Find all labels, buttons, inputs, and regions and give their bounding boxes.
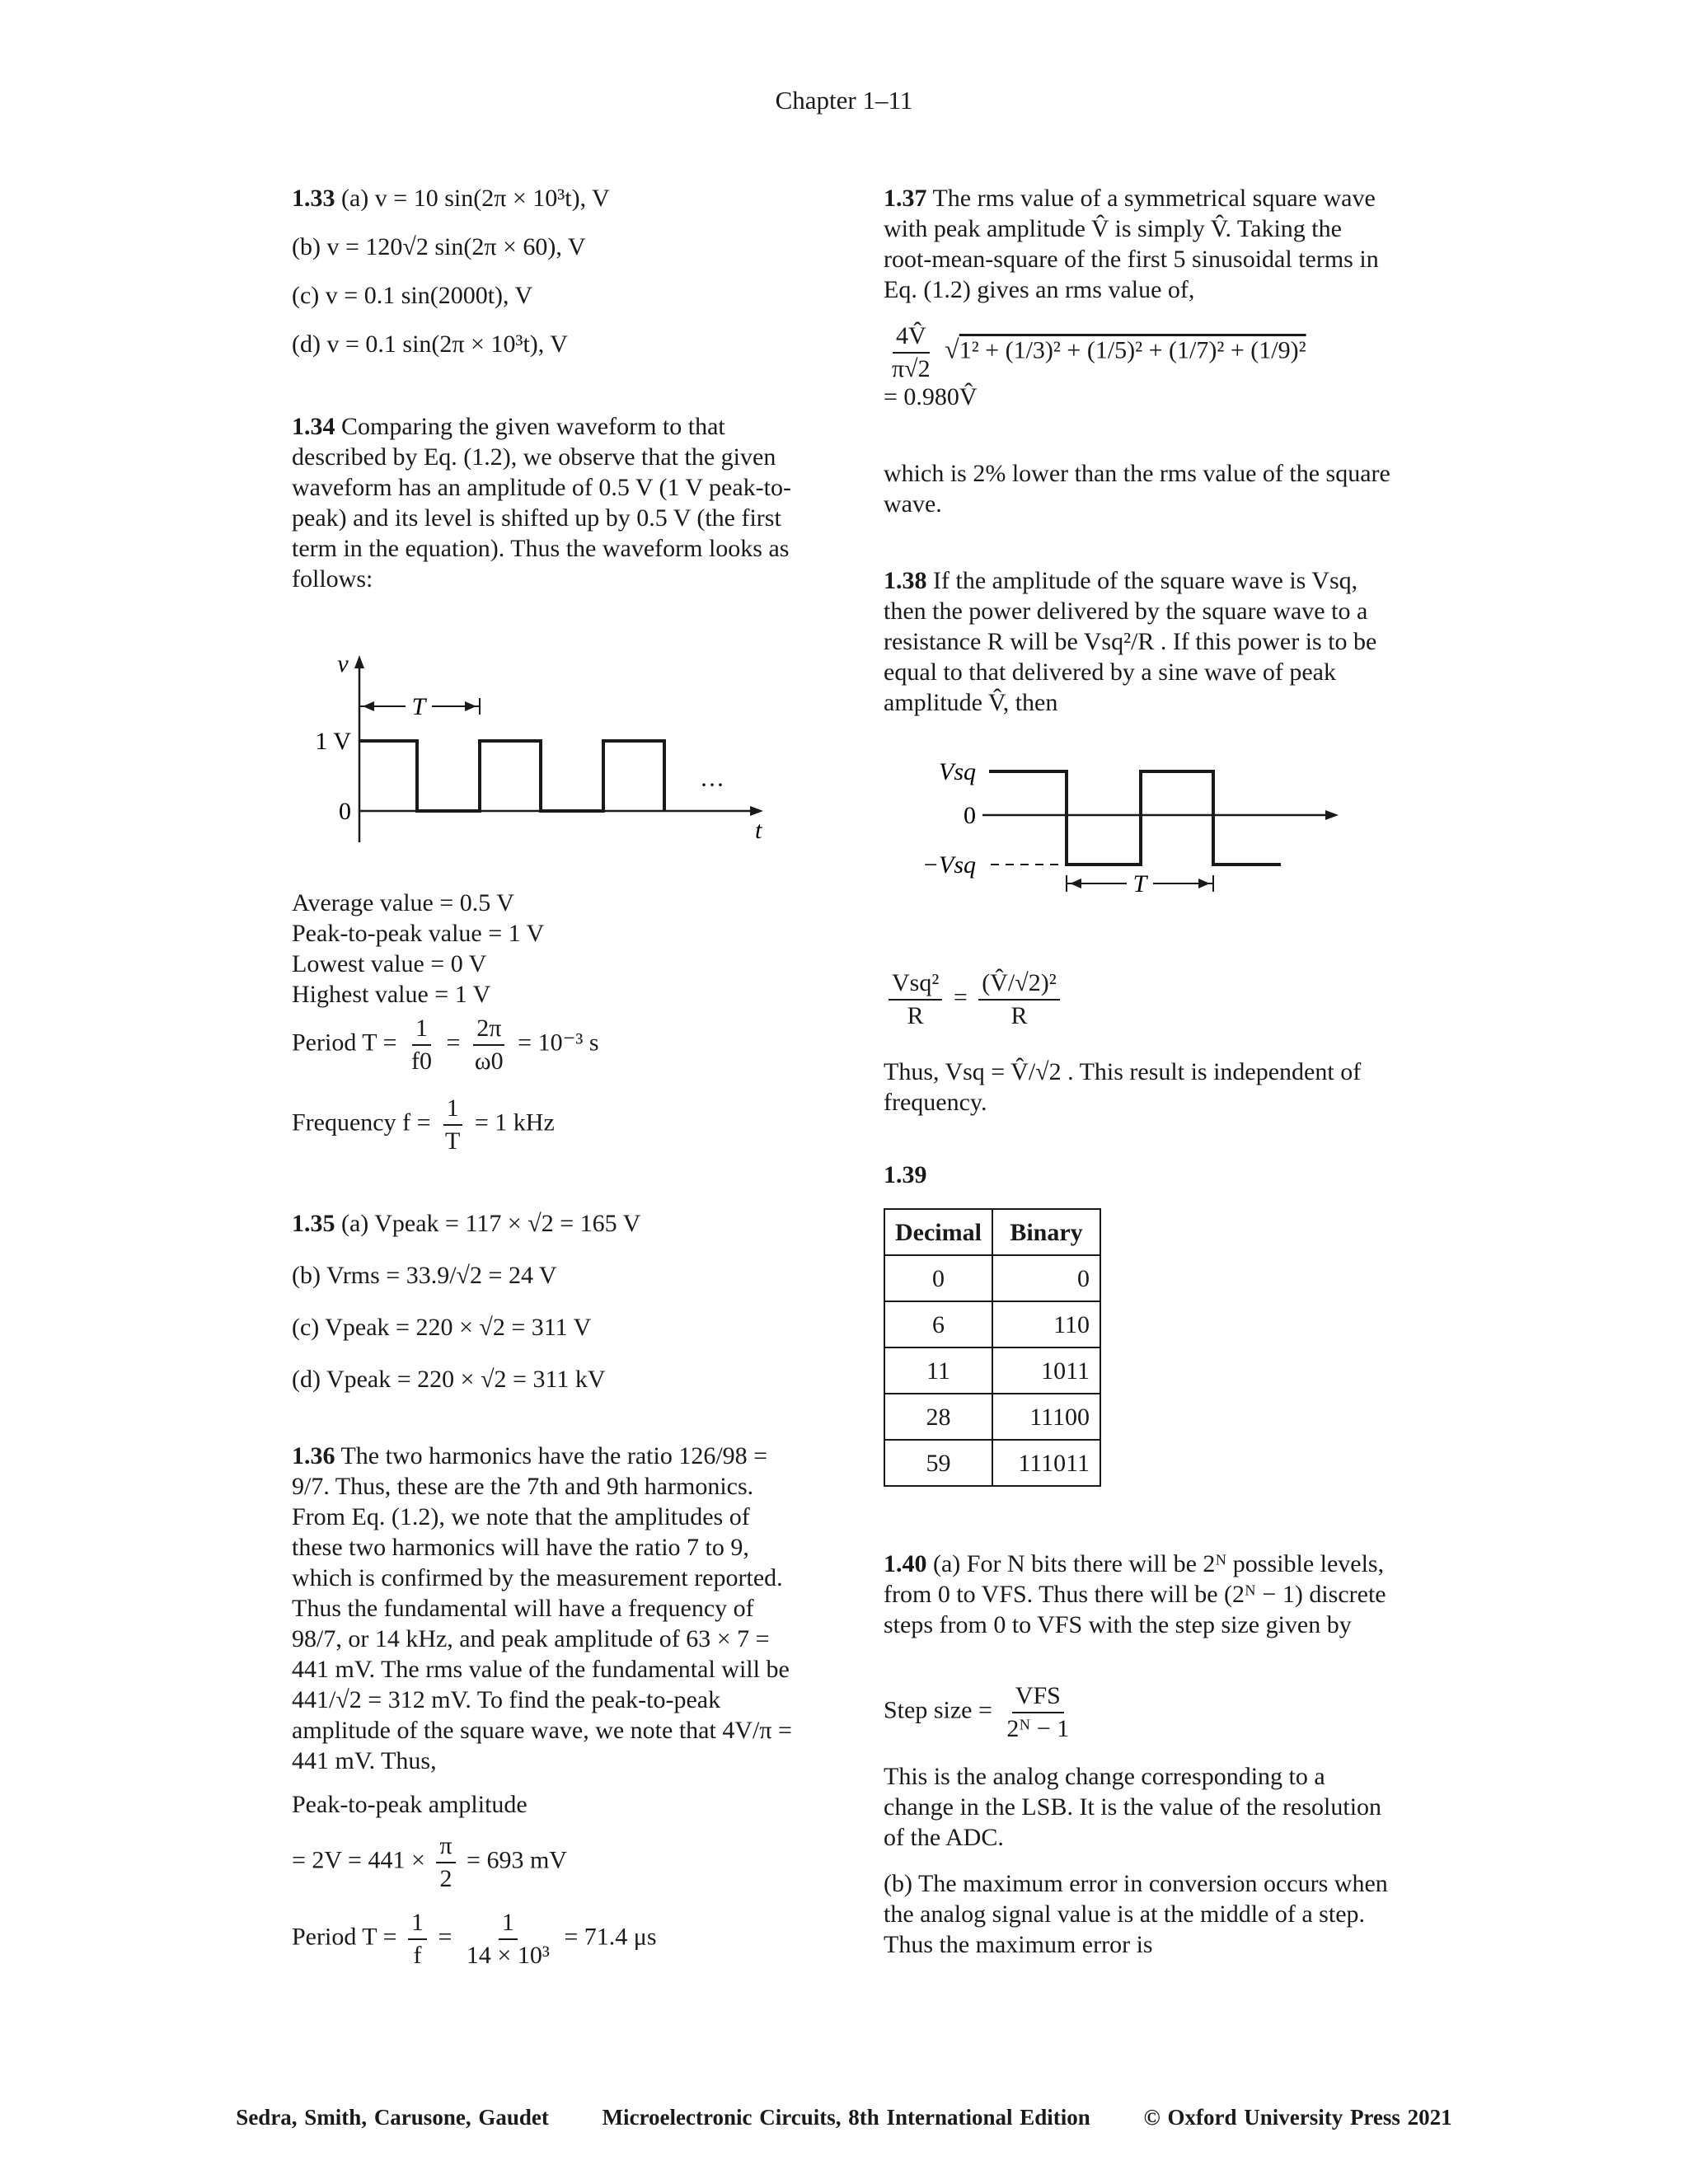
decimal-binary-table — [884, 1208, 1101, 1487]
table-row: 0 0 — [884, 1255, 1100, 1301]
eq-line: (d) v = 0.1 sin(2π × 10³t), V — [292, 330, 568, 358]
problem-1-35 — [292, 1208, 803, 1394]
t-axis-label: t — [755, 817, 762, 844]
fraction: $\frac{\text{(V̂/√2)²}}{R}$ — [978, 970, 1059, 1029]
rms-result: = 0.980V̂ — [884, 383, 978, 410]
table-row: 6 110 — [884, 1301, 1100, 1347]
problem-1-37 — [884, 183, 1395, 305]
paragraph: If the amplitude of the square wave is Vsq, then the power delivered by the square wave to a resistance R will be Vsq²/R . If this power is to be equal to that delivered by a sine wave of peak amplitude V̂, then — [884, 567, 1377, 716]
radicand: 1² + (1/3)² + (1/5)² + (1/7)² + (1/9)² — [959, 336, 1306, 364]
zero-label: 0 — [339, 798, 351, 825]
rms-equation: $\frac{4V̂}{\pi√2}$ √1² + (1/3)² + (1/5)² + (1/7)² + (1/9)² = 0.980V̂ — [884, 323, 1395, 412]
fraction: $\frac{2\pi}{\omega 0}$ — [474, 1015, 504, 1075]
footer-copyright: © Oxford University Press 2021 — [1143, 2105, 1452, 2130]
frequency-equation: Frequency f = $\frac{1}{T}$ = 1 kHz — [292, 1094, 555, 1155]
page-footer — [0, 2105, 1688, 2130]
t-axis-arrow — [1325, 810, 1339, 820]
arrowhead — [1070, 879, 1081, 888]
one-volt-label: 1 V — [315, 728, 351, 755]
table-header-row — [884, 1209, 1100, 1255]
waveform-trace — [989, 771, 1281, 865]
problem-1-34 — [292, 411, 803, 594]
fraction: $\frac{\text{VFS}}{\text{2ᴺ − 1}}$ — [1006, 1682, 1070, 1742]
arrowhead — [363, 701, 374, 711]
fraction: $\frac{1}{f0}$ — [411, 1015, 432, 1075]
step-size-equation: Step size = $\frac{\text{VFS}}{\text{2ᴺ − 1}}$ — [884, 1683, 1395, 1741]
eq-line: (c) Vpeak = 220 × √2 = 311 V — [292, 1314, 592, 1341]
list-item: Average value = 0.5 V — [292, 889, 514, 916]
list-item: Lowest value = 0 V — [292, 950, 487, 977]
problem-number: 1.35 — [292, 1210, 335, 1237]
problem-number: 1.34 — [292, 413, 335, 440]
paragraph: Comparing the given waveform to that described by Eq. (1.2), we observe that the given waveform has an amplitude of 0.5 V (1 V peak-to-peak) and its level is shifted up by 0.5 V (the first term in the equation). Thus the waveform looks as follows: — [292, 413, 791, 593]
waveform-trace — [359, 741, 664, 811]
arrowhead — [1198, 879, 1210, 888]
fraction: $\frac{1}{\text{14 × 10³}}$ — [466, 1909, 550, 1969]
ptp-label: Peak-to-peak amplitude — [292, 1791, 528, 1818]
t-axis-arrow — [750, 806, 763, 816]
paragraph: The two harmonics have the ratio 126/98 = 9/7. Thus, these are the 7th and 9th harmonics. From Eq. (1.2), we note that the amplitudes of these two harmonics will have the ratio 7 to 9, which is confirmed by the measurement reported. Thus the fundamental will have a frequency of 98/7, or 14 kHz, and peak amplitude of 63 × 7 = 441 mV. The rms value of the fundamental will be 441/√2 = 312 mV. To find the peak-to-peak amplitude of the square wave, we note that 4V/π = 441 mV. Thus, — [292, 1442, 792, 1774]
fraction: $\frac{\text{Vsq²}}{R}$ — [889, 970, 942, 1029]
continuation-dots: ··· — [700, 771, 724, 799]
period-label: T — [1132, 870, 1147, 898]
page-header: Chapter 1–11 — [775, 86, 913, 115]
bipolar-square-wave-figure — [884, 752, 1395, 898]
problem-1-40 — [884, 1549, 1395, 1640]
list-item: Highest value = 1 V — [292, 981, 491, 1008]
period-2-equation: Period T = $\frac{1}{f}$ = $\frac{1}{\text{14 × 10³}}$ = 71.4 μs — [292, 1909, 657, 1969]
waveform-values — [292, 888, 803, 1010]
eq-line: (d) Vpeak = 220 × √2 = 311 kV — [292, 1366, 606, 1393]
period-equation: Period T = $\frac{1}{f0}$ = $\frac{2\pi}{\omega 0}$ = 10⁻³ s — [292, 1015, 599, 1075]
table-row: 59 111011 — [884, 1440, 1100, 1486]
zero-label: 0 — [964, 802, 976, 829]
problem-1-39 — [884, 1160, 1395, 1190]
fraction: $\frac{\pi}{2}$ — [436, 1833, 455, 1891]
paragraph: (b) The maximum error in conversion occurs when the analog signal value is at the middle of a step. Thus the maximum error is — [884, 1870, 1388, 1958]
arrowhead — [465, 701, 476, 711]
eq-line: (c) v = 0.1 sin(2000t), V — [292, 282, 533, 309]
v-axis-label: v — [337, 650, 349, 677]
problem-number: 1.36 — [292, 1442, 335, 1469]
fraction: $\frac{1}{T}$ — [442, 1095, 463, 1154]
problem-number: 1.33 — [292, 185, 335, 212]
ptp-equation: = 2V = 441 × $\frac{\pi}{2}$ = 693 mV — [292, 1832, 567, 1892]
table-row: 28 11100 — [884, 1394, 1100, 1440]
paragraph: which is 2% lower than the rms value of the square wave. — [884, 460, 1390, 518]
paragraph: This is the analog change corresponding to a change in the LSB. It is the value of the resolution of the ADC. — [884, 1763, 1382, 1851]
fraction: $\frac{4V̂}{\pi√2}$ — [892, 322, 931, 382]
table-row: 11 1011 — [884, 1347, 1100, 1394]
problem-number: 1.39 — [884, 1161, 927, 1188]
problem-1-38 — [884, 565, 1395, 718]
paragraph: The rms value of a symmetrical square wave with peak amplitude V̂ is simply V̂. Taking the root-mean-square of the first 5 sinusoidal terms in Eq. (1.2) gives an rms value of, — [884, 185, 1379, 303]
problem-number: 1.40 — [884, 1550, 927, 1577]
paragraph: Thus, Vsq = V̂/√2 . This result is independent of frequency. — [884, 1058, 1362, 1116]
neg-vsq-label: −Vsq — [921, 851, 976, 879]
period-label: T — [411, 693, 426, 720]
problem-number: 1.37 — [884, 185, 927, 212]
fraction: $\frac{1}{f}$ — [408, 1910, 427, 1968]
eq-line: (a) v = 10 sin(2π × 10³t), V — [341, 185, 610, 212]
footer-authors: Sedra, Smith, Carusone, Gaudet — [236, 2105, 549, 2130]
footer-book: Microelectronic Circuits, 8th International Edition — [602, 2105, 1090, 2130]
eq-line: (b) Vrms = 33.9/√2 = 24 V — [292, 1262, 557, 1289]
eq-line: (a) Vpeak = 117 × √2 = 165 V — [341, 1210, 641, 1237]
list-item: Peak-to-peak value = 1 V — [292, 920, 545, 947]
paragraph: (a) For N bits there will be 2ᴺ possible levels, from 0 to VFS. Thus there will be (2ᴺ − 1) discrete steps from 0 to VFS with the step size given by — [884, 1550, 1386, 1638]
power-equation: $\frac{\text{Vsq²}}{R}$ = $\frac{\text{(V̂/√2)²}}{R}$ — [884, 970, 1395, 1029]
column-header: Binary — [992, 1209, 1100, 1255]
problem-1-33 — [292, 183, 803, 359]
problem-number: 1.38 — [884, 567, 927, 594]
square-wave-figure — [292, 640, 803, 855]
vsq-label: Vsq — [939, 758, 976, 785]
v-axis-arrow — [354, 655, 364, 668]
eq-line: (b) v = 120√2 sin(2π × 60), V — [292, 233, 586, 260]
problem-1-36 — [292, 1441, 803, 1776]
column-header: Decimal — [884, 1209, 992, 1255]
